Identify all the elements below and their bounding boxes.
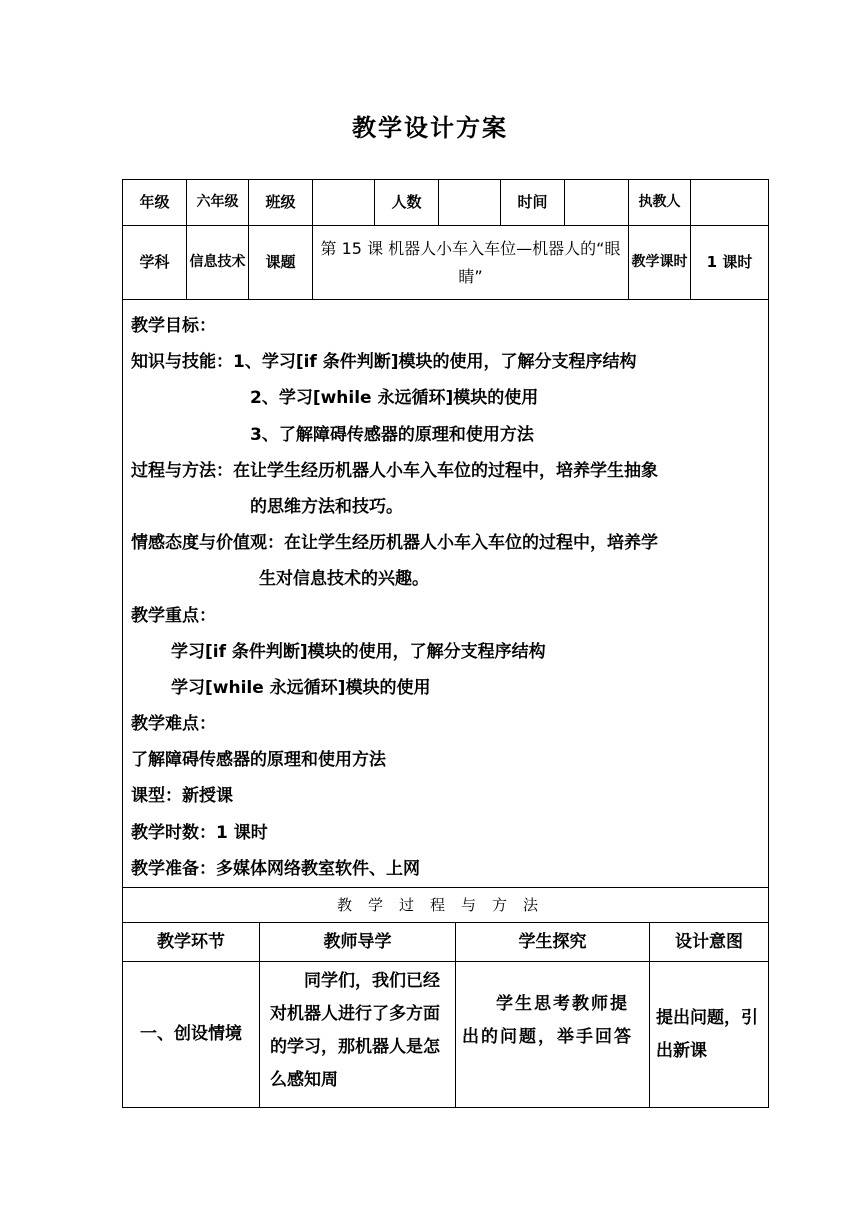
subject-label: 学科 (123, 226, 187, 300)
column-header-intent: 设计意图 (650, 923, 769, 962)
column-header-teacher: 教师导学 (260, 923, 456, 962)
goals-line: 知识与技能：1、学习[if 条件判断]模块的使用，了解分支程序结构 (131, 352, 637, 373)
hours-value: 1 课时 (691, 226, 769, 300)
goals-heading: 教学目标： (131, 316, 216, 336)
grade-label: 年级 (123, 180, 187, 226)
class-value (313, 180, 375, 226)
people-label: 人数 (375, 180, 439, 226)
info-row-1 (123, 180, 769, 226)
process-header-row (123, 888, 769, 923)
topic-value: 第 15 课 机器人小车入车位—机器人的“眼睛” (313, 226, 629, 300)
time-label: 时间 (501, 180, 565, 226)
goals-line: 的思维方法和技巧。 (250, 496, 403, 517)
hours-label: 教学课时 (629, 226, 691, 300)
student-inquiry: 学生思考教师提出的问题，举手回答 (456, 962, 650, 1108)
design-intent: 提出问题，引出新课 (650, 962, 769, 1108)
teacher-label: 执教人 (629, 180, 691, 226)
stage-row (123, 962, 769, 1108)
difficulty-line: 了解障碍传感器的原理和使用方法 (131, 750, 386, 771)
key-point-line: 学习[if 条件判断]模块的使用，了解分支程序结构 (171, 641, 546, 662)
stage-name: 一、创设情境 (123, 962, 260, 1108)
column-header-student: 学生探究 (456, 923, 650, 962)
subject-value: 信息技术 (187, 226, 249, 300)
process-header: 教学过程与方法 (123, 888, 769, 923)
goals-line: 情感态度与价值观：在让学生经历机器人小车入车位的过程中，培养学 (131, 533, 658, 554)
preparation-line: 教学准备：多媒体网络教室软件、上网 (131, 858, 420, 879)
goals-line: 3、了解障碍传感器的原理和使用方法 (250, 424, 534, 445)
teaching-goals (123, 300, 769, 888)
people-value (439, 180, 501, 226)
teacher-guide: 同学们，我们已经对机器人进行了多方面的学习，那机器人是怎么感知周 (260, 962, 456, 1108)
time-value (565, 180, 629, 226)
grade-value: 六年级 (187, 180, 249, 226)
lesson-plan-table (122, 179, 768, 1108)
goals-line: 过程与方法：在让学生经历机器人小车入车位的过程中，培养学生抽象 (131, 460, 658, 481)
goals-line: 生对信息技术的兴趣。 (259, 569, 429, 590)
column-header-stage: 教学环节 (123, 923, 260, 962)
goals-row (123, 300, 769, 888)
lesson-hours-line: 教学时数：1 课时 (131, 822, 268, 843)
teacher-value (691, 180, 769, 226)
process-columns-row (123, 923, 769, 962)
info-row-2 (123, 226, 769, 300)
page-title: 教学设计方案 (352, 114, 508, 142)
key-points-heading: 教学重点： (131, 605, 216, 626)
difficulty-heading: 教学难点： (131, 714, 216, 735)
key-point-line: 学习[while 永远循环]模块的使用 (171, 677, 431, 698)
lesson-type-line: 课型：新授课 (131, 786, 233, 807)
topic-label: 课题 (249, 226, 313, 300)
class-label: 班级 (249, 180, 313, 226)
goals-line: 2、学习[while 永远循环]模块的使用 (250, 388, 539, 409)
